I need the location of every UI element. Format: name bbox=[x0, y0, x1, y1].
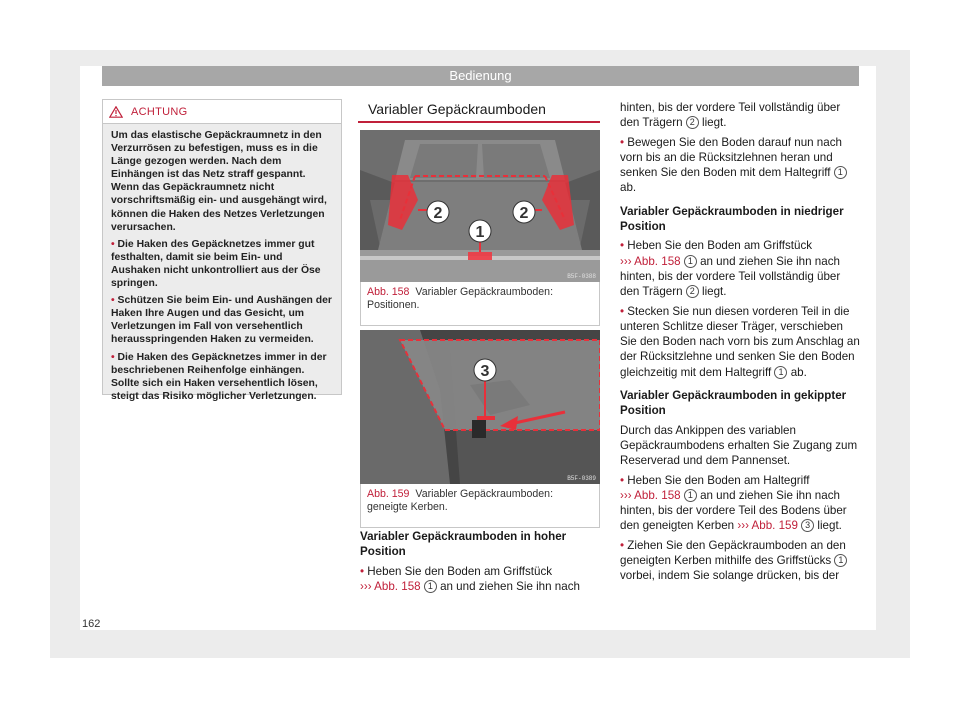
callout-3: 3 bbox=[480, 363, 490, 380]
callout-badge: 1 bbox=[834, 166, 847, 179]
instruction-bullet: • Heben Sie den Boden am Griffstück ››› Abb. 158 1 an und ziehen Sie ihn nach bbox=[360, 564, 580, 593]
figure-reference-link[interactable]: ››› Abb. 158 bbox=[620, 488, 681, 502]
callout-1: 1 bbox=[475, 224, 485, 241]
subheading: Variabler Gepäckraumboden in hoher Position bbox=[360, 530, 567, 559]
figure-caption: Variabler Gepäckraumboden: geneigte Kerben. bbox=[367, 488, 554, 513]
warning-icon bbox=[109, 106, 123, 118]
warning-body bbox=[103, 124, 341, 403]
warning-bullet: • Die Haken des Gepäcknetzes immer in der beschriebenen Reihenfolge einhängen. Sollte sich ein Haken versehentlich lösen, steigt das Risiko möglicher Verletzungen. bbox=[111, 351, 327, 402]
callout-badge: 1 bbox=[774, 366, 787, 379]
warning-bullet: • Schützen Sie beim Ein- und Aushängen der Haken Ihre Augen und das Gesicht, um Verletzungen im Fall von versehentlich herausspringenden Haken zu vermeiden. bbox=[111, 295, 332, 346]
figure-159 bbox=[360, 330, 600, 528]
paragraph: Durch das Ankippen des variablen Gepäckraumbodens erhalten Sie Zugang zum Reserverad und dem Pannenset. bbox=[620, 423, 858, 468]
figure-code: B5F-0388 bbox=[567, 273, 596, 280]
instruction-bullet: • Ziehen Sie den Gepäckraumboden an den geneigten Kerben mithilfe des Griffstücks 1 vorbei, indem Sie solange drücken, bis der bbox=[620, 538, 846, 583]
warning-title: ACHTUNG bbox=[131, 105, 188, 118]
warning-header bbox=[103, 100, 341, 124]
section-title: Variabler Gepäckraumboden bbox=[368, 101, 546, 117]
trunk-detail-illustration bbox=[360, 330, 600, 484]
figure-code: B5F-0389 bbox=[567, 475, 596, 482]
warning-bullet: • Die Haken des Gepäcknetzes immer gut festhalten, damit sie beim Ein- und Aushaken nicht unkontrolliert aus der Öse springen. bbox=[111, 238, 321, 290]
trunk-illustration bbox=[360, 130, 600, 282]
callout-2-right: 2 bbox=[519, 205, 529, 222]
figure-reference-link[interactable]: ››› Abb. 158 bbox=[360, 579, 421, 593]
instruction-bullet: • Stecken Sie nun diesen vorderen Teil in die unteren Schlitze dieser Träger, verschieben Sie den Boden nach vorn bis zum Anschlag an der Rücksitzlehne und senken Sie den Boden gleichzeitig mit dem Haltegriff 1 ab. bbox=[620, 304, 860, 379]
figure-159-image bbox=[360, 330, 600, 484]
callout-badge: 2 bbox=[686, 116, 699, 129]
paragraph: hinten, bis der vordere Teil vollständig über den Trägern 2 liegt. bbox=[620, 101, 841, 130]
warning-intro: Um das elastische Gepäckraumnetz in den Verzurrösen zu befestigen, muss es in die Länge gezogen werden. Nach dem Einhängen ist das Netz straff gespannt. Wenn das Gepäckraumnetz nicht vorschriftsmäßig ein- und ausgehängt wird, können die Haken des Netzes Verletzungen verursachen. bbox=[111, 130, 327, 233]
instruction-bullet: • Bewegen Sie den Boden darauf nun nach vorn bis an die Rücksitzlehnen heran und senken Sie den Boden mit dem Haltegriff 1 ab. bbox=[620, 135, 860, 196]
callout-badge: 1 bbox=[684, 489, 697, 502]
section-divider bbox=[358, 121, 600, 123]
callout-2-left: 2 bbox=[433, 205, 443, 222]
subheading: Variabler Gepäckraumboden in niedriger Position bbox=[620, 204, 844, 234]
subheading: Variabler Gepäckraumboden in gekippter Position bbox=[620, 389, 847, 418]
callout-badge: 1 bbox=[424, 580, 437, 593]
instruction-bullet: • Heben Sie den Boden am Griffstück ››› Abb. 158 1 an und ziehen Sie ihn nach hinten, bis der vordere Teil vollständig über den Trägern 2 liegt. bbox=[620, 239, 841, 299]
figure-158-image bbox=[360, 130, 600, 282]
right-text bbox=[620, 100, 860, 588]
figure-caption: Variabler Gepäckraumboden: Positionen. bbox=[367, 286, 554, 311]
warning-box bbox=[102, 99, 342, 402]
figure-158-caption-box bbox=[360, 282, 600, 326]
figure-reference-link[interactable]: ››› Abb. 158 bbox=[620, 254, 681, 268]
chapter-header: Bedienung bbox=[102, 66, 859, 86]
callout-badge: 3 bbox=[801, 519, 814, 532]
figure-reference-link[interactable]: ››› Abb. 159 bbox=[737, 519, 798, 533]
instruction-bullet: • Heben Sie den Boden am Haltegriff ››› Abb. 158 1 an und ziehen Sie ihn nach hinten, bis der vordere Teil des Bodens über den geneigten Kerben ››› Abb. 159 3 liegt. bbox=[620, 473, 847, 533]
callout-badge: 1 bbox=[834, 554, 847, 567]
figure-159-caption-box bbox=[360, 484, 600, 528]
middle-text bbox=[360, 529, 600, 598]
page-number: 162 bbox=[82, 618, 101, 630]
figure-label: Abb. 159 bbox=[367, 488, 410, 500]
figure-158 bbox=[360, 130, 600, 326]
callout-badge: 1 bbox=[684, 255, 697, 268]
figure-label: Abb. 158 bbox=[367, 286, 410, 298]
callout-badge: 2 bbox=[686, 285, 699, 298]
